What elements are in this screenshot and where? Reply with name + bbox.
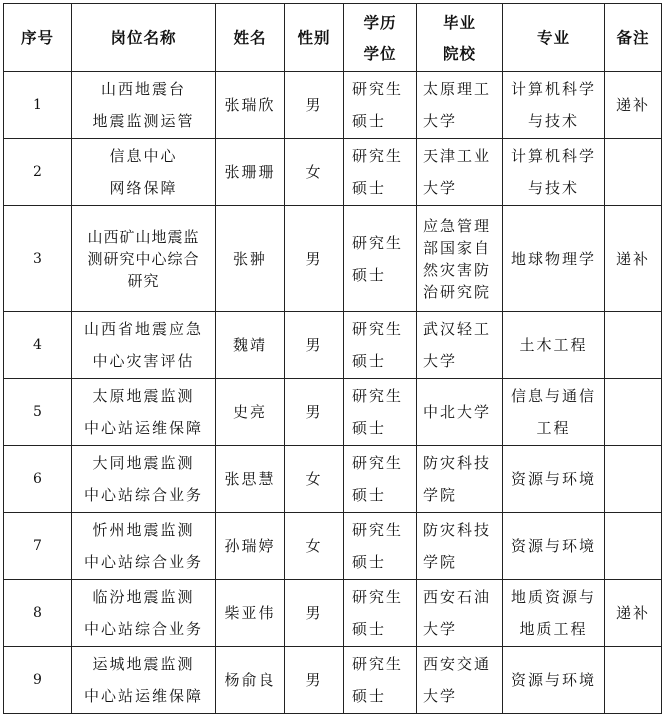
cell-education — [344, 580, 417, 647]
cell-gender: 男 — [285, 647, 344, 714]
cell-edu: 研究生 — [352, 233, 404, 252]
cell-remark — [605, 312, 662, 379]
cell-edu: 研究生 — [352, 521, 404, 539]
cell-seq: 9 — [4, 647, 72, 714]
cell-major: 地质资源与 地质工程 — [503, 580, 605, 647]
cell-remark — [605, 647, 662, 714]
cell-seq: 7 — [4, 513, 72, 580]
header-seq: 序号 — [4, 4, 72, 72]
cell-position: 山西矿山地震监 测研究中心综合 研究 — [72, 206, 216, 312]
cell-gender: 男 — [285, 312, 344, 379]
cell-edu: 研究生 — [352, 655, 404, 673]
cell-edu: 研究生 — [352, 454, 404, 472]
cell-major: 资源与环境 — [503, 446, 605, 513]
cell-name: 张珊珊 — [216, 139, 285, 206]
header-edu-line2: 学位 — [363, 43, 397, 63]
header-school — [417, 4, 503, 72]
table-row — [4, 513, 662, 580]
header-edu-line1: 学历 — [363, 12, 397, 32]
cell-education — [344, 513, 417, 580]
cell-school: 应急管理部国家自然灾害防治研究院 — [417, 206, 503, 312]
table-row — [4, 206, 662, 312]
cell-seq: 6 — [4, 446, 72, 513]
cell-major: 地球物理学 — [503, 206, 605, 312]
cell-degree: 硕士 — [352, 620, 387, 638]
cell-position: 运城地震监测 中心站运维保障 — [72, 647, 216, 714]
cell-education — [344, 647, 417, 714]
cell-seq: 5 — [4, 379, 72, 446]
cell-education — [344, 312, 417, 379]
cell-name: 史亮 — [216, 379, 285, 446]
cell-seq: 1 — [4, 72, 72, 139]
header-name: 姓名 — [216, 4, 285, 72]
cell-remark: 递补 — [605, 72, 662, 139]
cell-education — [344, 139, 417, 206]
cell-education — [344, 379, 417, 446]
cell-gender: 女 — [285, 139, 344, 206]
cell-seq: 2 — [4, 139, 72, 206]
cell-remark: 递补 — [605, 580, 662, 647]
personnel-table — [3, 3, 662, 714]
header-row — [4, 4, 662, 72]
cell-school: 西安交通大学 — [417, 647, 503, 714]
cell-name: 张瑞欣 — [216, 72, 285, 139]
cell-school: 武汉轻工大学 — [417, 312, 503, 379]
cell-name: 魏靖 — [216, 312, 285, 379]
header-school-line1: 毕业 — [442, 12, 476, 32]
cell-edu: 研究生 — [352, 80, 404, 98]
cell-remark — [605, 513, 662, 580]
cell-degree: 硕士 — [352, 265, 387, 284]
header-major: 专业 — [503, 4, 605, 72]
cell-position: 太原地震监测 中心站运维保障 — [72, 379, 216, 446]
table-row — [4, 139, 662, 206]
header-remark: 备注 — [605, 4, 662, 72]
cell-remark: 递补 — [605, 206, 662, 312]
cell-major: 计算机科学 与技术 — [503, 72, 605, 139]
cell-name: 柴亚伟 — [216, 580, 285, 647]
header-school-line2: 院校 — [442, 43, 476, 63]
cell-education — [344, 72, 417, 139]
table-row — [4, 580, 662, 647]
cell-gender: 男 — [285, 379, 344, 446]
table-row — [4, 647, 662, 714]
cell-major: 资源与环境 — [503, 513, 605, 580]
cell-major: 计算机科学 与技术 — [503, 139, 605, 206]
cell-position: 信息中心 网络保障 — [72, 139, 216, 206]
cell-major: 信息与通信 工程 — [503, 379, 605, 446]
cell-degree: 硕士 — [352, 687, 387, 705]
cell-education — [344, 446, 417, 513]
header-position: 岗位名称 — [72, 4, 216, 72]
cell-degree: 硕士 — [352, 352, 387, 370]
header-education — [344, 4, 417, 72]
cell-degree: 硕士 — [352, 419, 387, 437]
table-row — [4, 446, 662, 513]
cell-major: 土木工程 — [503, 312, 605, 379]
cell-school: 中北大学 — [417, 379, 503, 446]
cell-degree: 硕士 — [352, 553, 387, 571]
cell-education — [344, 206, 417, 312]
cell-position: 临汾地震监测 中心站综合业务 — [72, 580, 216, 647]
cell-seq: 3 — [4, 206, 72, 312]
cell-gender: 男 — [285, 206, 344, 312]
cell-gender: 女 — [285, 446, 344, 513]
cell-school: 天津工业大学 — [417, 139, 503, 206]
cell-seq: 8 — [4, 580, 72, 647]
cell-edu: 研究生 — [352, 588, 404, 606]
cell-position: 大同地震监测 中心站综合业务 — [72, 446, 216, 513]
cell-name: 张翀 — [216, 206, 285, 312]
table-row — [4, 72, 662, 139]
cell-degree: 硕士 — [352, 112, 387, 130]
cell-name: 孙瑞婷 — [216, 513, 285, 580]
cell-remark — [605, 139, 662, 206]
cell-position: 山西地震台 地震监测运管 — [72, 72, 216, 139]
cell-school: 太原理工大学 — [417, 72, 503, 139]
table-row — [4, 379, 662, 446]
cell-name: 杨俞良 — [216, 647, 285, 714]
cell-position: 忻州地震监测 中心站综合业务 — [72, 513, 216, 580]
cell-gender: 男 — [285, 72, 344, 139]
table-row — [4, 312, 662, 379]
cell-school: 西安石油大学 — [417, 580, 503, 647]
cell-school: 防灾科技学院 — [417, 513, 503, 580]
cell-name: 张思慧 — [216, 446, 285, 513]
cell-gender: 女 — [285, 513, 344, 580]
cell-seq: 4 — [4, 312, 72, 379]
cell-edu: 研究生 — [352, 147, 404, 165]
cell-degree: 硕士 — [352, 486, 387, 504]
cell-gender: 男 — [285, 580, 344, 647]
cell-major: 资源与环境 — [503, 647, 605, 714]
cell-school: 防灾科技学院 — [417, 446, 503, 513]
cell-remark — [605, 379, 662, 446]
cell-degree: 硕士 — [352, 179, 387, 197]
cell-edu: 研究生 — [352, 320, 404, 338]
cell-position: 山西省地震应急 中心灾害评估 — [72, 312, 216, 379]
header-gender: 性别 — [285, 4, 344, 72]
cell-remark — [605, 446, 662, 513]
cell-edu: 研究生 — [352, 387, 404, 405]
